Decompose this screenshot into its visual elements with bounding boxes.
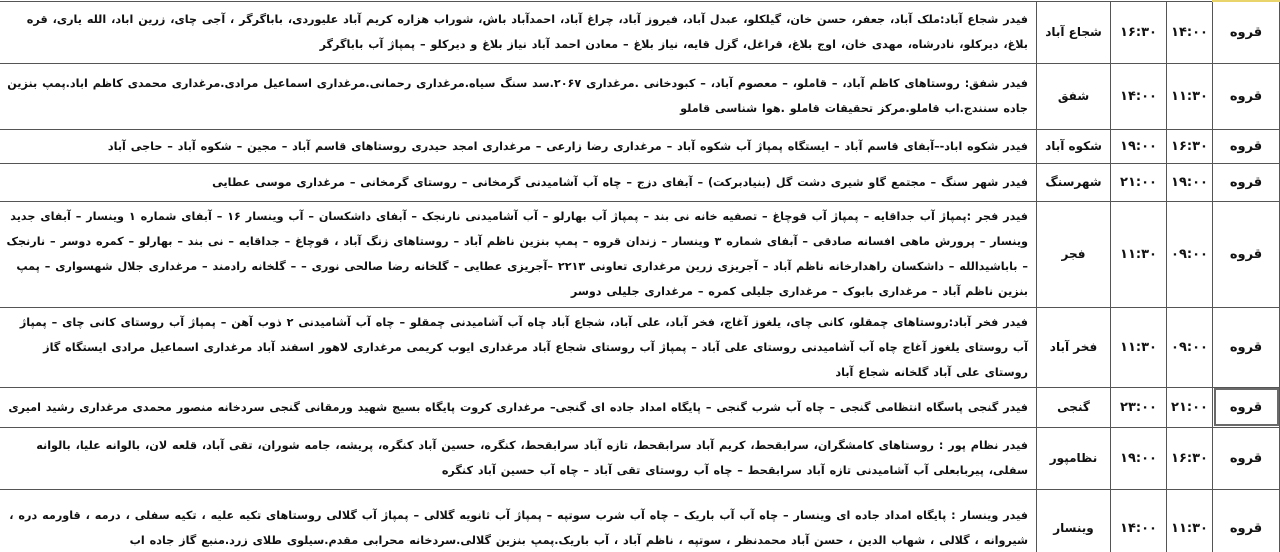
feeder-name-cell: شجاع آباد: [1037, 1, 1111, 63]
region-cell: قروه: [1213, 201, 1280, 307]
affected-areas-cell: فیدر فجر :پمپاژ آب جداقایه – پمپاژ آب قوچاغ – تصفیه خانه نی بند – پمپاژ آب بهارلو – آب آشامیدنی نارنجک – آبفای داشکسان – آب وینسار ۱۶ – آبفای شماره ۱ وینسار – آبفای جدید وینسار – پرورش ماهی افسانه صادقی – آبفای شماره ۳ وینسار – زندان قروه – پمپ بنزین ناظم آباد – روستاهای زنگ آباد ، قوچاغ – جداقایه – نی بند – بهارلو – کمره دوسر – نارنجک – باباشیدالله – داشکسان راهدارخانه ناظم آباد – آجریزی زرین مرغداری تعاونی ۲۲۱۳ –آجریزی عطایی – گلخانه رضا صالحی نوری – – گلخانه رادمند – مرغداری جلال شهسواری – پمپ بنزین ناظم آباد – مرغداری بابوک – مرغداری جلیلی کمره – مرغداری جلیلی دوسر: [0, 201, 1037, 307]
affected-areas-cell: فیدر نظام پور : روستاهای کامشگران، سرابقحط، کریم آباد سرابقحط، تازه آباد سرابقحط، کنگره، حسین آباد کنگره، پریشه، جامه شوران، تقی آباد، قلعه لان، بالوانه علیا، بالوانه سفلی، پیربابعلی آب آشامیدنی تازه آباد سرابقحط – چاه آب روستای تقی آباد – چاه آب حسین آباد کنگره: [0, 427, 1037, 489]
end-time-cell: ۱۶:۳۰: [1111, 1, 1167, 63]
feeder-name-cell: شکوه آباد: [1037, 129, 1111, 163]
end-time-cell: ۱۱:۳۰: [1111, 307, 1167, 387]
affected-areas-cell: فیدر شجاع آباد:ملک آباد، جعفر، حسن خان، گیلکلو، عبدل آباد، فیروز آباد، چراغ آباد، احمدآباد باش، شوراب هزاره کریم آباد علیوردی، باباگرگر ، آجی چای، زرین اباد، الله یاری، قره بلاغ، دیرکلو، نادرشاه، مهدی خان، اوج بلاغ، قراغل، گزل قایه، نیاز بلاغ – معادن احمد آباد نیاز بلاغ و دیرکلو – پمپاژ آب باباگرگر: [0, 1, 1037, 63]
end-time-cell: ۱۹:۰۰: [1111, 129, 1167, 163]
start-time-cell: ۱۱:۳۰: [1167, 489, 1213, 552]
table-row: [0, 163, 1280, 201]
end-time-cell: ۲۱:۰۰: [1111, 163, 1167, 201]
feeder-name-cell: فجر: [1037, 201, 1111, 307]
feeder-name-cell: نظامپور: [1037, 427, 1111, 489]
table-row: [0, 489, 1280, 552]
end-time-cell: ۱۴:۰۰: [1111, 63, 1167, 129]
start-time-cell: ۱۱:۳۰: [1167, 63, 1213, 129]
end-time-cell: ۲۳:۰۰: [1111, 387, 1167, 427]
region-cell: قروه: [1213, 63, 1280, 129]
region-cell: قروه: [1213, 387, 1280, 427]
region-cell: قروه: [1213, 427, 1280, 489]
region-cell: قروه: [1213, 163, 1280, 201]
region-cell: قروه: [1213, 129, 1280, 163]
affected-areas-cell: فیدر شهر سنگ – مجتمع گاو شیری دشت گل (بنیادبرکت) – آبفای دزج – چاه آب آشامیدنی گرمخانی – روستای گرمخانی – مرغداری موسی عطایی: [0, 163, 1037, 201]
region-cell: قروه: [1213, 307, 1280, 387]
table-row: [0, 307, 1280, 387]
feeder-name-cell: شهرسنگ: [1037, 163, 1111, 201]
table-row: [0, 63, 1280, 129]
start-time-cell: ۱۴:۰۰: [1167, 1, 1213, 63]
affected-areas-cell: فیدر فخر آباد:روستاهای چمقلو، کانی چای، یلغوز آغاج، فخر آباد، علی آباد، شجاع آباد چاه آب آشامیدنی چمقلو – چاه آب آشامیدنی ۲ ذوب آهن – پمپاژ آب روستای کانی چای – پمپاژ آب روستای یلغوز آغاج چاه آب آشامیدنی روستای علی آباد – پمپاژ آب روستای شجاع آباد مرغداری ایوب کریمی مرغداری لاهور اسفند آباد مرغداری اسماعیل مرادی ایستگاه گاز روستای علی آباد گلخانه شجاع آباد: [0, 307, 1037, 387]
feeder-name-cell: شفق: [1037, 63, 1111, 129]
start-time-cell: ۲۱:۰۰: [1167, 387, 1213, 427]
affected-areas-cell: فیدر شفق: روستاهای کاظم آباد، – قاملو، – معصوم آباد، – کبودخانی .مرغداری ۲۰۶۷.سد سنگ سیاه.مرغداری رحمانی.مرغداری اسماعیل مرادی.مرغداری محمدی کاظم اباد.پمپ بنزین جاده سنندج.اب قاملو.مرکز تحقیقات قاملو .هوا شناسی قاملو: [0, 63, 1037, 129]
affected-areas-cell: فیدر گنجی پاسگاه انتظامی گنجی – چاه آب شرب گنجی – پایگاه امداد جاده ای گنجی– مرغداری کروت پایگاه بسیج شهید ورمقانی گنجی سردخانه منصور محمدی مرغداری رشید امیری: [0, 387, 1037, 427]
table-row: [0, 129, 1280, 163]
table-row: [0, 387, 1280, 427]
table-row: [0, 201, 1280, 307]
region-cell: قروه: [1213, 1, 1280, 63]
start-time-cell: ۱۶:۳۰: [1167, 427, 1213, 489]
start-time-cell: ۰۹:۰۰: [1167, 201, 1213, 307]
start-time-cell: ۱۹:۰۰: [1167, 163, 1213, 201]
feeder-name-cell: فخر آباد: [1037, 307, 1111, 387]
affected-areas-cell: فیدر شکوه اباد-–آبفای قاسم آباد – ایستگاه پمپاژ آب شکوه آباد – مرغداری رضا زارعی – مرغداری امجد حیدری روستاهای قاسم آباد – مجین – شکوه آباد – حاجی آباد: [0, 129, 1037, 163]
end-time-cell: ۱۹:۰۰: [1111, 427, 1167, 489]
end-time-cell: ۱۴:۰۰: [1111, 489, 1167, 552]
region-cell: قروه: [1213, 489, 1280, 552]
feeder-name-cell: گنجی: [1037, 387, 1111, 427]
start-time-cell: ۰۹:۰۰: [1167, 307, 1213, 387]
table-row: [0, 1, 1280, 63]
end-time-cell: ۱۱:۳۰: [1111, 201, 1167, 307]
start-time-cell: ۱۶:۳۰: [1167, 129, 1213, 163]
affected-areas-cell: فیدر وینسار : پایگاه امداد جاده ای وینسار – چاه آب آب باریک – چاه آب شرب سوتپه – پمپاژ آب ثانویه گلالی – پمپاژ آب گلالی روستاهای تکیه علیه ، تکیه سفلی ، درمه ، قاورمه دره ، شیروانه ، گلالی ، شهاب الدین ، حسن آباد محمدنظر ، سوتپه ، ناظم آباد ، آب باریک.پمپ بنزین گلالی.سردخانه محرابی مقدم.سیلوی طلای زرد.منبع گاز جاده اب: [0, 489, 1037, 552]
table-row: [0, 427, 1280, 489]
feeder-name-cell: وینسار: [1037, 489, 1111, 552]
